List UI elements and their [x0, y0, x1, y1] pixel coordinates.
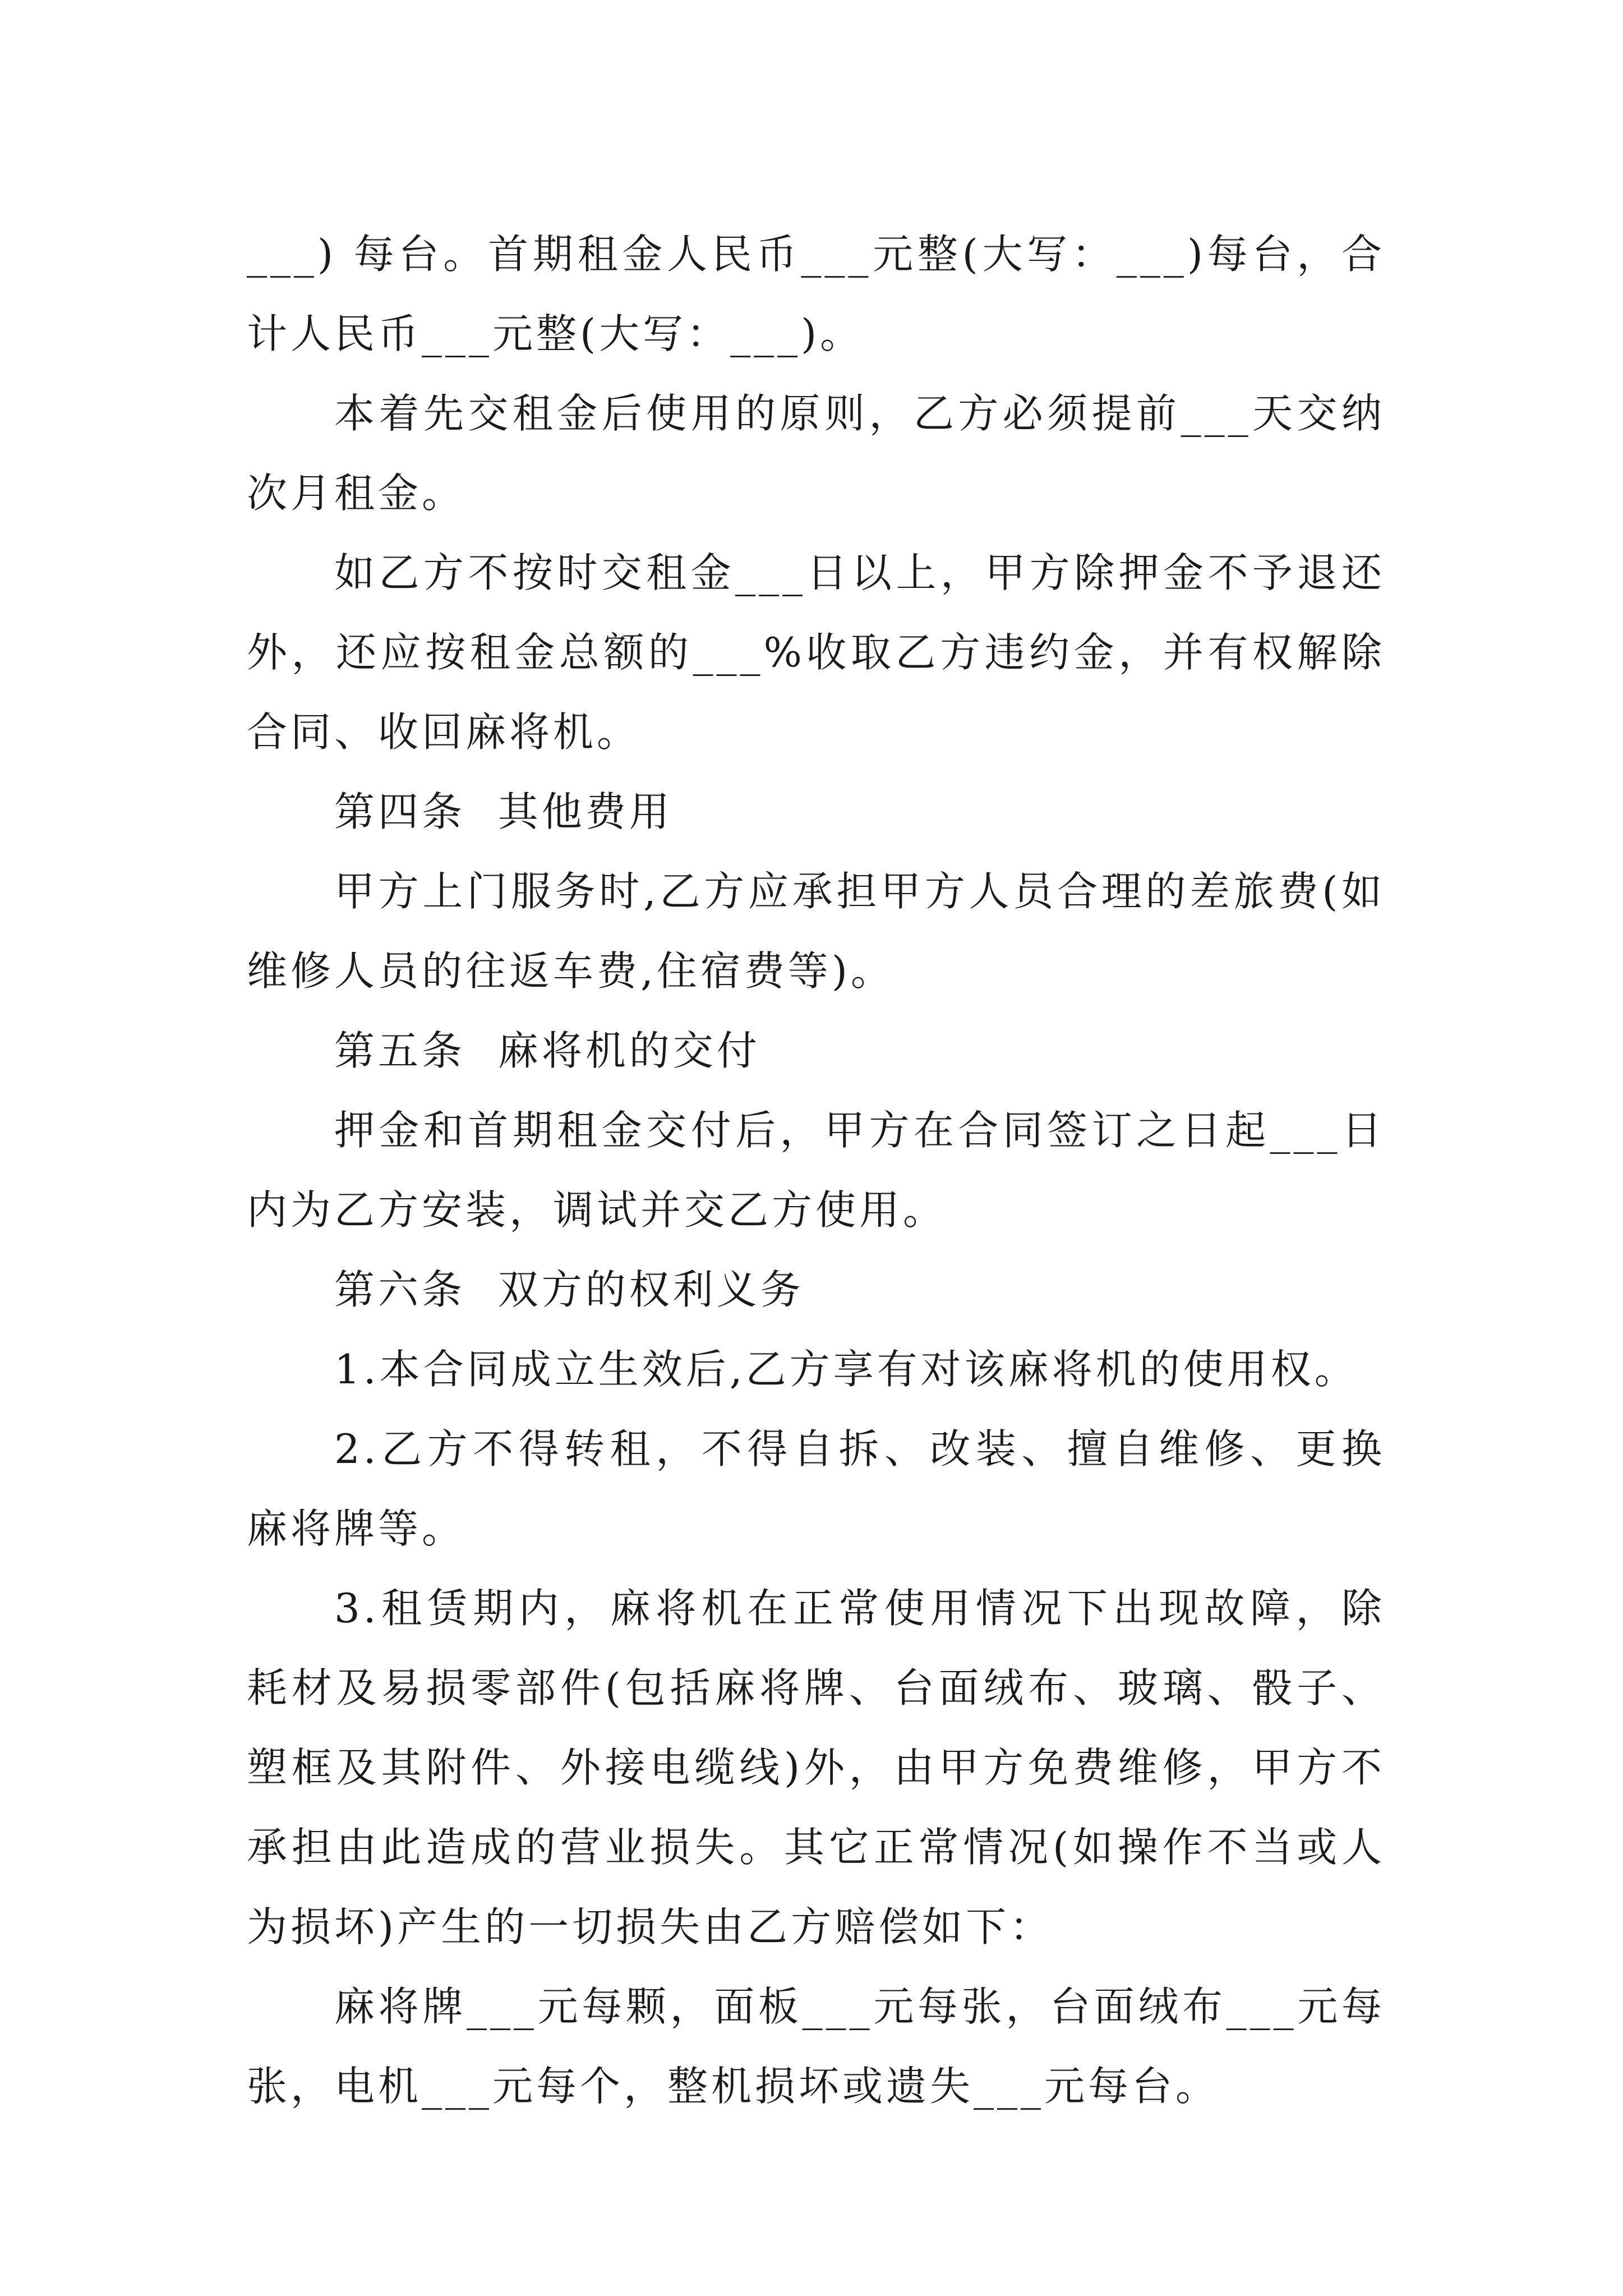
paragraph-late-payment: 如乙方不按时交租金___日以上，甲方除押金不予退还外，还应按租金总额的___%收取乙方违约金，并有权解除合同、收回麻将机。 — [247, 549, 1385, 756]
paragraph-travel-expenses: 甲方上门服务时,乙方应承担甲方人员合理的差旅费(如维修人员的往返车费,住宿费等)。 — [247, 868, 1385, 995]
document-body — [247, 214, 1385, 2126]
paragraph-clause-1: 1.本合同成立生效后,乙方享有对该麻将机的使用权。 — [334, 1346, 1358, 1393]
article-6-heading: 第六条 双方的权利义务 — [334, 1266, 804, 1313]
paragraph-compensation-rates: 麻将牌___元每颗，面板___元每张，台面绒布___元每张，电机___元每个，整机损坏或遗失___元每台。 — [247, 1983, 1385, 2110]
paragraph-advance-payment: 本着先交租金后使用的原则，乙方必须提前___天交纳次月租金。 — [247, 390, 1385, 517]
paragraph-rent-amount: ___) 每台。首期租金人民币___元整(大写：___)每台，合计人民币___元整(大写：___)。 — [247, 231, 1385, 357]
article-4-heading: 第四条 其他费用 — [334, 788, 673, 835]
paragraph-clause-3: 3.租赁期内，麻将机在正常使用情况下出现故障，除耗材及易损零部件(包括麻将牌、台面绒布、玻璃、骰子、塑框及其附件、外接电缆线)外，由甲方免费维修，甲方不承担由此造成的营业损失。其它正常情况(如操作不当或人为损坏)产生的一切损失由乙方赔偿如下： — [247, 1585, 1385, 1950]
paragraph-delivery: 押金和首期租金交付后，甲方在合同签订之日起___日内为乙方安装，调试并交乙方使用。 — [247, 1107, 1385, 1234]
paragraph-clause-2: 2.乙方不得转租，不得自拆、改装、擅自维修、更换麻将牌等。 — [247, 1425, 1385, 1552]
article-5-heading: 第五条 麻将机的交付 — [334, 1027, 760, 1074]
